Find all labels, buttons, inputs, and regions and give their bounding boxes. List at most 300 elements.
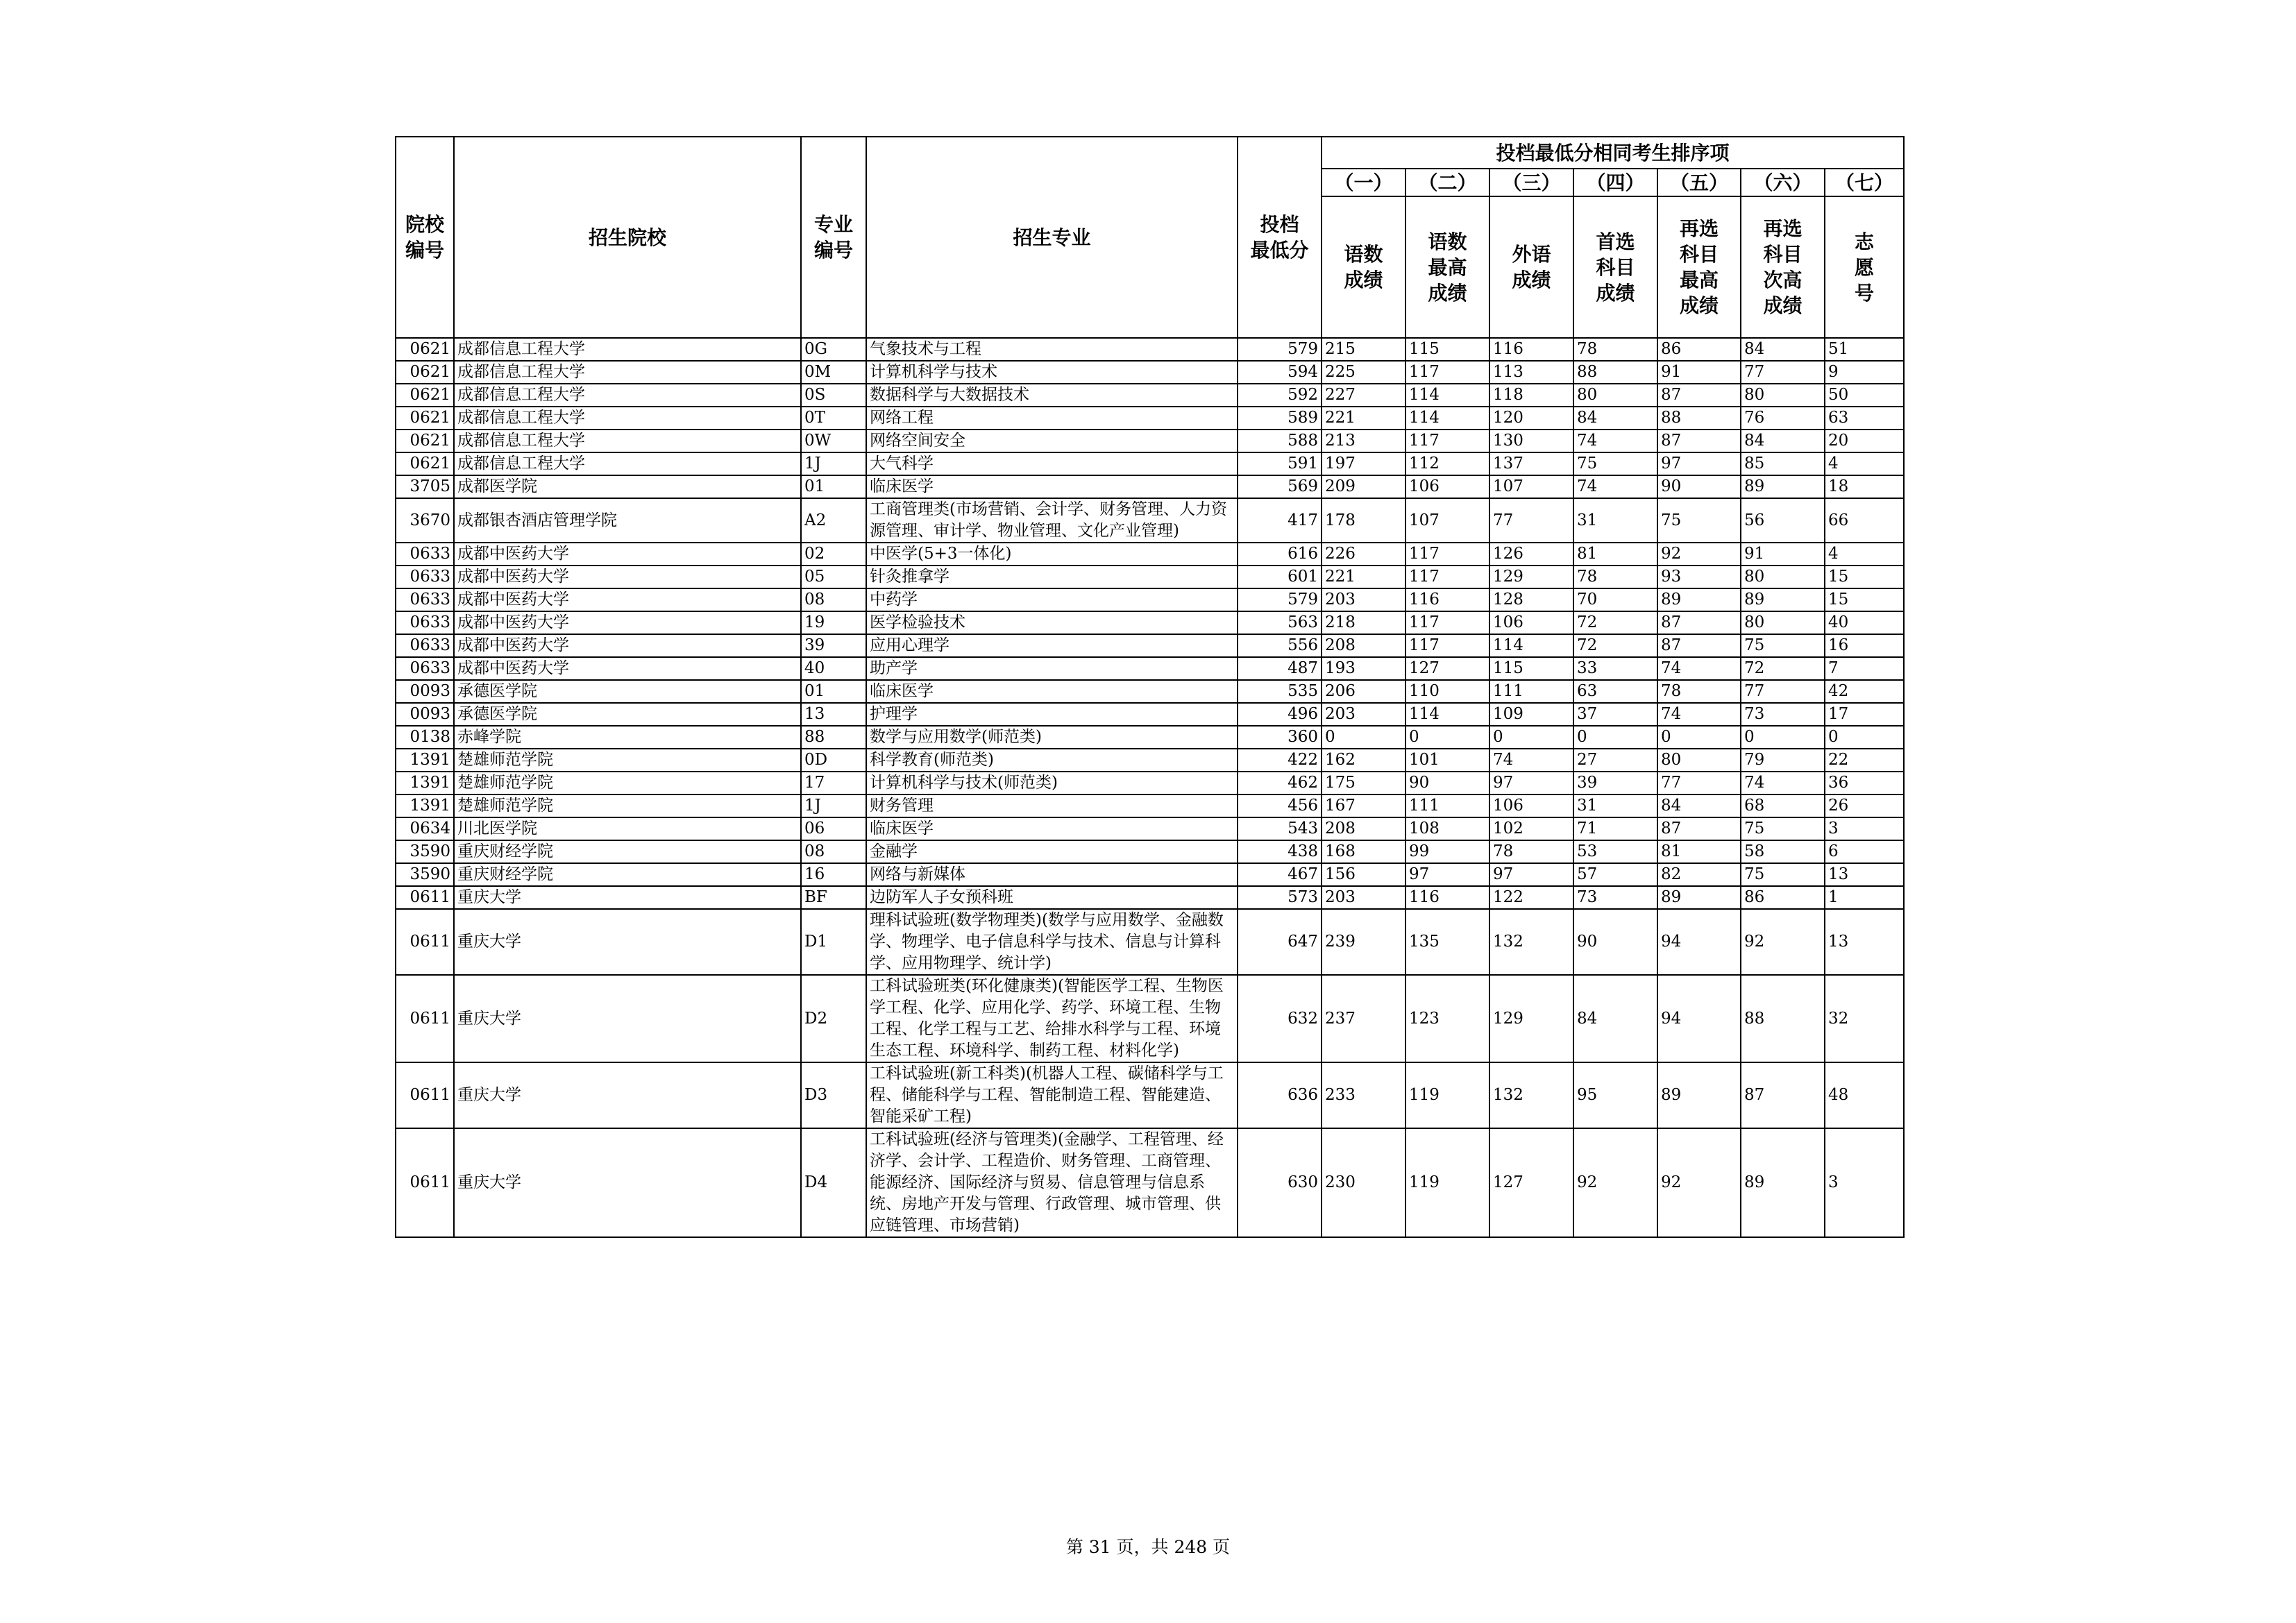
- major-name-cell: 气象技术与工程: [866, 338, 1238, 361]
- school-name-cell: 成都中医药大学: [454, 543, 801, 566]
- table-row: [396, 680, 1904, 703]
- school-name-cell: 重庆大学: [454, 975, 801, 1062]
- school-code-cell: 3590: [396, 863, 454, 886]
- header-school-name: 招生院校: [454, 137, 801, 338]
- header-order-1: （一）: [1322, 169, 1406, 196]
- criterion-3-cell: 107: [1489, 475, 1573, 498]
- criterion-6-cell: 56: [1741, 498, 1825, 543]
- min-score-cell: 422: [1238, 749, 1322, 772]
- school-code-cell: 0621: [396, 430, 454, 452]
- table-row: [396, 498, 1904, 543]
- major-name-cell: 金融学: [866, 840, 1238, 863]
- major-code-cell: 0W: [801, 430, 866, 452]
- criterion-7-cell: 20: [1825, 430, 1904, 452]
- major-name-cell: 临床医学: [866, 475, 1238, 498]
- table-row: [396, 840, 1904, 863]
- criterion-4-cell: 80: [1573, 384, 1657, 407]
- header-order-6: （六）: [1741, 169, 1825, 196]
- major-name-cell: 工科试验班类(环化健康类)(智能医学工程、生物医学工程、化学、应用化学、药学、环境工程、生物工程、化学工程与工艺、给排水科学与工程、环境生态工程、环境科学、制药工程、材料化学): [866, 975, 1238, 1062]
- school-code-cell: 0633: [396, 611, 454, 634]
- criterion-1-cell: 156: [1322, 863, 1406, 886]
- criterion-5-cell: 75: [1657, 498, 1741, 543]
- major-code-cell: 0M: [801, 361, 866, 384]
- criterion-7-cell: 6: [1825, 840, 1904, 863]
- min-score-cell: 579: [1238, 588, 1322, 611]
- criterion-4-cell: 78: [1573, 566, 1657, 588]
- criterion-1-cell: 203: [1322, 588, 1406, 611]
- criterion-6-cell: 0: [1741, 726, 1825, 749]
- criterion-4-cell: 88: [1573, 361, 1657, 384]
- school-name-cell: 重庆大学: [454, 1062, 801, 1128]
- criterion-5-cell: 94: [1657, 909, 1741, 975]
- school-name-cell: 成都信息工程大学: [454, 338, 801, 361]
- major-name-cell: 工商管理类(市场营销、会计学、财务管理、人力资源管理、审计学、物业管理、文化产业管理): [866, 498, 1238, 543]
- table-row: [396, 909, 1904, 975]
- header-major-code: 专业 编号: [801, 137, 866, 338]
- table-row: [396, 749, 1904, 772]
- criterion-1-cell: 206: [1322, 680, 1406, 703]
- criterion-5-cell: 89: [1657, 886, 1741, 909]
- criterion-1-cell: 197: [1322, 452, 1406, 475]
- school-code-cell: 3705: [396, 475, 454, 498]
- criterion-2-cell: 117: [1406, 566, 1489, 588]
- criterion-2-cell: 117: [1406, 634, 1489, 657]
- school-name-cell: 承德医学院: [454, 703, 801, 726]
- criterion-7-cell: 18: [1825, 475, 1904, 498]
- major-code-cell: BF: [801, 886, 866, 909]
- criterion-3-cell: 109: [1489, 703, 1573, 726]
- school-name-cell: 成都中医药大学: [454, 657, 801, 680]
- school-code-cell: 0611: [396, 1062, 454, 1128]
- criterion-3-cell: 127: [1489, 1128, 1573, 1237]
- criterion-5-cell: 82: [1657, 863, 1741, 886]
- school-code-cell: 0633: [396, 588, 454, 611]
- admissions-table: [395, 136, 1905, 1238]
- criterion-5-cell: 94: [1657, 975, 1741, 1062]
- criterion-6-cell: 80: [1741, 566, 1825, 588]
- min-score-cell: 601: [1238, 566, 1322, 588]
- table-row: [396, 657, 1904, 680]
- table-row: [396, 384, 1904, 407]
- criterion-1-cell: 221: [1322, 566, 1406, 588]
- criterion-6-cell: 92: [1741, 909, 1825, 975]
- criterion-1-cell: 0: [1322, 726, 1406, 749]
- criterion-5-cell: 87: [1657, 634, 1741, 657]
- min-score-cell: 591: [1238, 452, 1322, 475]
- criterion-4-cell: 73: [1573, 886, 1657, 909]
- min-score-cell: 569: [1238, 475, 1322, 498]
- major-name-cell: 数据科学与大数据技术: [866, 384, 1238, 407]
- major-name-cell: 中医学(5+3一体化): [866, 543, 1238, 566]
- criterion-7-cell: 15: [1825, 566, 1904, 588]
- criterion-5-cell: 87: [1657, 611, 1741, 634]
- criterion-2-cell: 119: [1406, 1128, 1489, 1237]
- min-score-cell: 496: [1238, 703, 1322, 726]
- criterion-2-cell: 114: [1406, 703, 1489, 726]
- school-code-cell: 0621: [396, 452, 454, 475]
- criterion-3-cell: 120: [1489, 407, 1573, 430]
- header-criterion-4: 首选 科目 成绩: [1573, 196, 1657, 338]
- criterion-2-cell: 90: [1406, 772, 1489, 794]
- min-score-cell: 438: [1238, 840, 1322, 863]
- criterion-1-cell: 208: [1322, 634, 1406, 657]
- min-score-cell: 579: [1238, 338, 1322, 361]
- min-score-cell: 647: [1238, 909, 1322, 975]
- school-name-cell: 楚雄师范学院: [454, 749, 801, 772]
- school-name-cell: 成都信息工程大学: [454, 361, 801, 384]
- school-code-cell: 0633: [396, 634, 454, 657]
- min-score-cell: 417: [1238, 498, 1322, 543]
- table-row: [396, 361, 1904, 384]
- criterion-2-cell: 119: [1406, 1062, 1489, 1128]
- major-code-cell: 08: [801, 588, 866, 611]
- major-name-cell: 网络空间安全: [866, 430, 1238, 452]
- criterion-2-cell: 107: [1406, 498, 1489, 543]
- criterion-7-cell: 15: [1825, 588, 1904, 611]
- criterion-4-cell: 57: [1573, 863, 1657, 886]
- criterion-3-cell: 130: [1489, 430, 1573, 452]
- criterion-7-cell: 51: [1825, 338, 1904, 361]
- criterion-1-cell: 168: [1322, 840, 1406, 863]
- criterion-6-cell: 91: [1741, 543, 1825, 566]
- criterion-3-cell: 132: [1489, 909, 1573, 975]
- criterion-3-cell: 106: [1489, 611, 1573, 634]
- header-school-code: 院校 编号: [396, 137, 454, 338]
- criterion-1-cell: 213: [1322, 430, 1406, 452]
- criterion-2-cell: 97: [1406, 863, 1489, 886]
- major-name-cell: 应用心理学: [866, 634, 1238, 657]
- criterion-7-cell: 4: [1825, 543, 1904, 566]
- major-code-cell: 13: [801, 703, 866, 726]
- criterion-4-cell: 72: [1573, 634, 1657, 657]
- criterion-5-cell: 78: [1657, 680, 1741, 703]
- school-code-cell: 3590: [396, 840, 454, 863]
- page-footer: 第 31 页，共 248 页: [1065, 1537, 1231, 1557]
- school-code-cell: 1391: [396, 749, 454, 772]
- criterion-5-cell: 0: [1657, 726, 1741, 749]
- school-code-cell: 0611: [396, 909, 454, 975]
- school-name-cell: 成都中医药大学: [454, 634, 801, 657]
- criterion-6-cell: 80: [1741, 384, 1825, 407]
- criterion-1-cell: 233: [1322, 1062, 1406, 1128]
- criterion-2-cell: 106: [1406, 475, 1489, 498]
- criterion-5-cell: 86: [1657, 338, 1741, 361]
- criterion-4-cell: 78: [1573, 338, 1657, 361]
- min-score-cell: 456: [1238, 794, 1322, 817]
- school-name-cell: 承德医学院: [454, 680, 801, 703]
- criterion-7-cell: 66: [1825, 498, 1904, 543]
- criterion-3-cell: 78: [1489, 840, 1573, 863]
- school-name-cell: 赤峰学院: [454, 726, 801, 749]
- criterion-4-cell: 33: [1573, 657, 1657, 680]
- criterion-5-cell: 92: [1657, 543, 1741, 566]
- major-name-cell: 大气科学: [866, 452, 1238, 475]
- school-name-cell: 成都中医药大学: [454, 611, 801, 634]
- major-name-cell: 工科试验班(新工科类)(机器人工程、碳储科学与工程、储能科学与工程、智能制造工程、智能建造、智能采矿工程): [866, 1062, 1238, 1128]
- criterion-3-cell: 77: [1489, 498, 1573, 543]
- school-name-cell: 成都银杏酒店管理学院: [454, 498, 801, 543]
- school-code-cell: 1391: [396, 794, 454, 817]
- criterion-6-cell: 84: [1741, 338, 1825, 361]
- major-code-cell: 02: [801, 543, 866, 566]
- criterion-2-cell: 117: [1406, 361, 1489, 384]
- criterion-2-cell: 116: [1406, 886, 1489, 909]
- major-code-cell: 17: [801, 772, 866, 794]
- header-criterion-7: 志 愿 号: [1825, 196, 1904, 338]
- criterion-4-cell: 84: [1573, 975, 1657, 1062]
- criterion-4-cell: 72: [1573, 611, 1657, 634]
- school-code-cell: 3670: [396, 498, 454, 543]
- criterion-3-cell: 111: [1489, 680, 1573, 703]
- min-score-cell: 630: [1238, 1128, 1322, 1237]
- header-criterion-3: 外语 成绩: [1489, 196, 1573, 338]
- school-name-cell: 成都医学院: [454, 475, 801, 498]
- table-row: [396, 975, 1904, 1062]
- criterion-5-cell: 89: [1657, 1062, 1741, 1128]
- criterion-7-cell: 48: [1825, 1062, 1904, 1128]
- major-code-cell: 0S: [801, 384, 866, 407]
- criterion-6-cell: 86: [1741, 886, 1825, 909]
- school-name-cell: 楚雄师范学院: [454, 772, 801, 794]
- criterion-4-cell: 74: [1573, 430, 1657, 452]
- criterion-2-cell: 117: [1406, 543, 1489, 566]
- criterion-1-cell: 239: [1322, 909, 1406, 975]
- criterion-7-cell: 22: [1825, 749, 1904, 772]
- criterion-2-cell: 117: [1406, 430, 1489, 452]
- min-score-cell: 535: [1238, 680, 1322, 703]
- criterion-7-cell: 36: [1825, 772, 1904, 794]
- criterion-2-cell: 99: [1406, 840, 1489, 863]
- table-body: [396, 338, 1904, 1237]
- school-code-cell: 0611: [396, 1128, 454, 1237]
- table-row: [396, 452, 1904, 475]
- school-code-cell: 0621: [396, 361, 454, 384]
- criterion-5-cell: 81: [1657, 840, 1741, 863]
- criterion-7-cell: 63: [1825, 407, 1904, 430]
- school-code-cell: 0611: [396, 886, 454, 909]
- criterion-6-cell: 89: [1741, 1128, 1825, 1237]
- criterion-2-cell: 114: [1406, 384, 1489, 407]
- criterion-1-cell: 193: [1322, 657, 1406, 680]
- criterion-4-cell: 39: [1573, 772, 1657, 794]
- major-name-cell: 助产学: [866, 657, 1238, 680]
- school-code-cell: 1391: [396, 772, 454, 794]
- criterion-5-cell: 93: [1657, 566, 1741, 588]
- criterion-1-cell: 162: [1322, 749, 1406, 772]
- table-header: [396, 137, 1904, 338]
- table-row: [396, 1128, 1904, 1237]
- min-score-cell: 588: [1238, 430, 1322, 452]
- criterion-1-cell: 208: [1322, 817, 1406, 840]
- criterion-6-cell: 75: [1741, 863, 1825, 886]
- min-score-cell: 487: [1238, 657, 1322, 680]
- criterion-7-cell: 26: [1825, 794, 1904, 817]
- criterion-3-cell: 132: [1489, 1062, 1573, 1128]
- major-name-cell: 科学教育(师范类): [866, 749, 1238, 772]
- major-code-cell: D1: [801, 909, 866, 975]
- criterion-6-cell: 75: [1741, 634, 1825, 657]
- criterion-3-cell: 97: [1489, 863, 1573, 886]
- criterion-7-cell: 0: [1825, 726, 1904, 749]
- criterion-1-cell: 221: [1322, 407, 1406, 430]
- criterion-5-cell: 87: [1657, 384, 1741, 407]
- major-code-cell: 06: [801, 817, 866, 840]
- criterion-6-cell: 76: [1741, 407, 1825, 430]
- criterion-5-cell: 74: [1657, 657, 1741, 680]
- criterion-7-cell: 50: [1825, 384, 1904, 407]
- criterion-4-cell: 63: [1573, 680, 1657, 703]
- criterion-5-cell: 92: [1657, 1128, 1741, 1237]
- table-row: [396, 566, 1904, 588]
- table-row: [396, 430, 1904, 452]
- criterion-7-cell: 13: [1825, 863, 1904, 886]
- major-code-cell: 0G: [801, 338, 866, 361]
- table-row: [396, 475, 1904, 498]
- school-name-cell: 重庆财经学院: [454, 863, 801, 886]
- major-name-cell: 工科试验班(经济与管理类)(金融学、工程管理、经济学、会计学、工程造价、财务管理、工商管理、能源经济、国际经济与贸易、信息管理与信息系统、房地产开发与管理、行政管理、城市管理、供应链管理、市场营销): [866, 1128, 1238, 1237]
- min-score-cell: 616: [1238, 543, 1322, 566]
- major-name-cell: 计算机科学与技术: [866, 361, 1238, 384]
- header-criterion-5: 再选 科目 最高 成绩: [1657, 196, 1741, 338]
- criterion-6-cell: 73: [1741, 703, 1825, 726]
- header-min-score: 投档 最低分: [1238, 137, 1322, 338]
- table-row: [396, 886, 1904, 909]
- criterion-7-cell: 9: [1825, 361, 1904, 384]
- criterion-2-cell: 127: [1406, 657, 1489, 680]
- major-code-cell: D4: [801, 1128, 866, 1237]
- major-code-cell: A2: [801, 498, 866, 543]
- major-name-cell: 临床医学: [866, 817, 1238, 840]
- criterion-2-cell: 0: [1406, 726, 1489, 749]
- criterion-3-cell: 122: [1489, 886, 1573, 909]
- criterion-5-cell: 84: [1657, 794, 1741, 817]
- min-score-cell: 636: [1238, 1062, 1322, 1128]
- header-major-name: 招生专业: [866, 137, 1238, 338]
- criterion-1-cell: 237: [1322, 975, 1406, 1062]
- school-name-cell: 成都信息工程大学: [454, 452, 801, 475]
- major-code-cell: 1J: [801, 794, 866, 817]
- header-order-4: （四）: [1573, 169, 1657, 196]
- table-row: [396, 611, 1904, 634]
- school-code-cell: 0611: [396, 975, 454, 1062]
- criterion-1-cell: 175: [1322, 772, 1406, 794]
- criterion-6-cell: 77: [1741, 361, 1825, 384]
- criterion-3-cell: 97: [1489, 772, 1573, 794]
- school-name-cell: 成都信息工程大学: [454, 407, 801, 430]
- table-row: [396, 634, 1904, 657]
- criterion-2-cell: 101: [1406, 749, 1489, 772]
- criterion-7-cell: 4: [1825, 452, 1904, 475]
- major-code-cell: D3: [801, 1062, 866, 1128]
- criterion-6-cell: 68: [1741, 794, 1825, 817]
- criterion-5-cell: 90: [1657, 475, 1741, 498]
- min-score-cell: 462: [1238, 772, 1322, 794]
- major-name-cell: 理科试验班(数学物理类)(数学与应用数学、金融数学、物理学、电子信息科学与技术、信息与计算科学、应用物理学、统计学): [866, 909, 1238, 975]
- school-name-cell: 川北医学院: [454, 817, 801, 840]
- criterion-6-cell: 84: [1741, 430, 1825, 452]
- criterion-4-cell: 27: [1573, 749, 1657, 772]
- criterion-3-cell: 74: [1489, 749, 1573, 772]
- table-row: [396, 794, 1904, 817]
- min-score-cell: 563: [1238, 611, 1322, 634]
- criterion-6-cell: 58: [1741, 840, 1825, 863]
- major-code-cell: D2: [801, 975, 866, 1062]
- criterion-5-cell: 88: [1657, 407, 1741, 430]
- school-name-cell: 重庆大学: [454, 1128, 801, 1237]
- criterion-4-cell: 75: [1573, 452, 1657, 475]
- min-score-cell: 556: [1238, 634, 1322, 657]
- criterion-3-cell: 116: [1489, 338, 1573, 361]
- criterion-6-cell: 85: [1741, 452, 1825, 475]
- criterion-3-cell: 102: [1489, 817, 1573, 840]
- header-order-2: （二）: [1406, 169, 1489, 196]
- school-name-cell: 楚雄师范学院: [454, 794, 801, 817]
- school-code-cell: 0621: [396, 384, 454, 407]
- min-score-cell: 360: [1238, 726, 1322, 749]
- criterion-3-cell: 126: [1489, 543, 1573, 566]
- criterion-1-cell: 203: [1322, 886, 1406, 909]
- criterion-6-cell: 89: [1741, 588, 1825, 611]
- criterion-4-cell: 53: [1573, 840, 1657, 863]
- major-code-cell: 88: [801, 726, 866, 749]
- criterion-4-cell: 81: [1573, 543, 1657, 566]
- header-order-7: （七）: [1825, 169, 1904, 196]
- criterion-6-cell: 89: [1741, 475, 1825, 498]
- criterion-2-cell: 123: [1406, 975, 1489, 1062]
- min-score-cell: 592: [1238, 384, 1322, 407]
- major-name-cell: 中药学: [866, 588, 1238, 611]
- criterion-3-cell: 128: [1489, 588, 1573, 611]
- school-code-cell: 0093: [396, 680, 454, 703]
- header-order-3: （三）: [1489, 169, 1573, 196]
- criterion-1-cell: 218: [1322, 611, 1406, 634]
- criterion-6-cell: 75: [1741, 817, 1825, 840]
- major-name-cell: 临床医学: [866, 680, 1238, 703]
- school-name-cell: 重庆大学: [454, 909, 801, 975]
- table-row: [396, 588, 1904, 611]
- min-score-cell: 594: [1238, 361, 1322, 384]
- header-criterion-2: 语数 最高 成绩: [1406, 196, 1489, 338]
- major-name-cell: 网络与新媒体: [866, 863, 1238, 886]
- criterion-6-cell: 79: [1741, 749, 1825, 772]
- school-name-cell: 重庆财经学院: [454, 840, 801, 863]
- school-code-cell: 0621: [396, 407, 454, 430]
- school-name-cell: 成都信息工程大学: [454, 384, 801, 407]
- school-name-cell: 成都信息工程大学: [454, 430, 801, 452]
- criterion-7-cell: 17: [1825, 703, 1904, 726]
- major-name-cell: 针灸推拿学: [866, 566, 1238, 588]
- criterion-7-cell: 13: [1825, 909, 1904, 975]
- criterion-5-cell: 89: [1657, 588, 1741, 611]
- criterion-3-cell: 118: [1489, 384, 1573, 407]
- school-name-cell: 重庆大学: [454, 886, 801, 909]
- school-name-cell: 成都中医药大学: [454, 588, 801, 611]
- header-criterion-1: 语数 成绩: [1322, 196, 1406, 338]
- criterion-4-cell: 74: [1573, 475, 1657, 498]
- criterion-2-cell: 135: [1406, 909, 1489, 975]
- criterion-5-cell: 87: [1657, 817, 1741, 840]
- school-code-cell: 0633: [396, 657, 454, 680]
- criterion-7-cell: 3: [1825, 1128, 1904, 1237]
- criterion-6-cell: 74: [1741, 772, 1825, 794]
- criterion-4-cell: 95: [1573, 1062, 1657, 1128]
- min-score-cell: 467: [1238, 863, 1322, 886]
- criterion-4-cell: 70: [1573, 588, 1657, 611]
- criterion-7-cell: 3: [1825, 817, 1904, 840]
- criterion-4-cell: 84: [1573, 407, 1657, 430]
- major-name-cell: 财务管理: [866, 794, 1238, 817]
- criterion-5-cell: 80: [1657, 749, 1741, 772]
